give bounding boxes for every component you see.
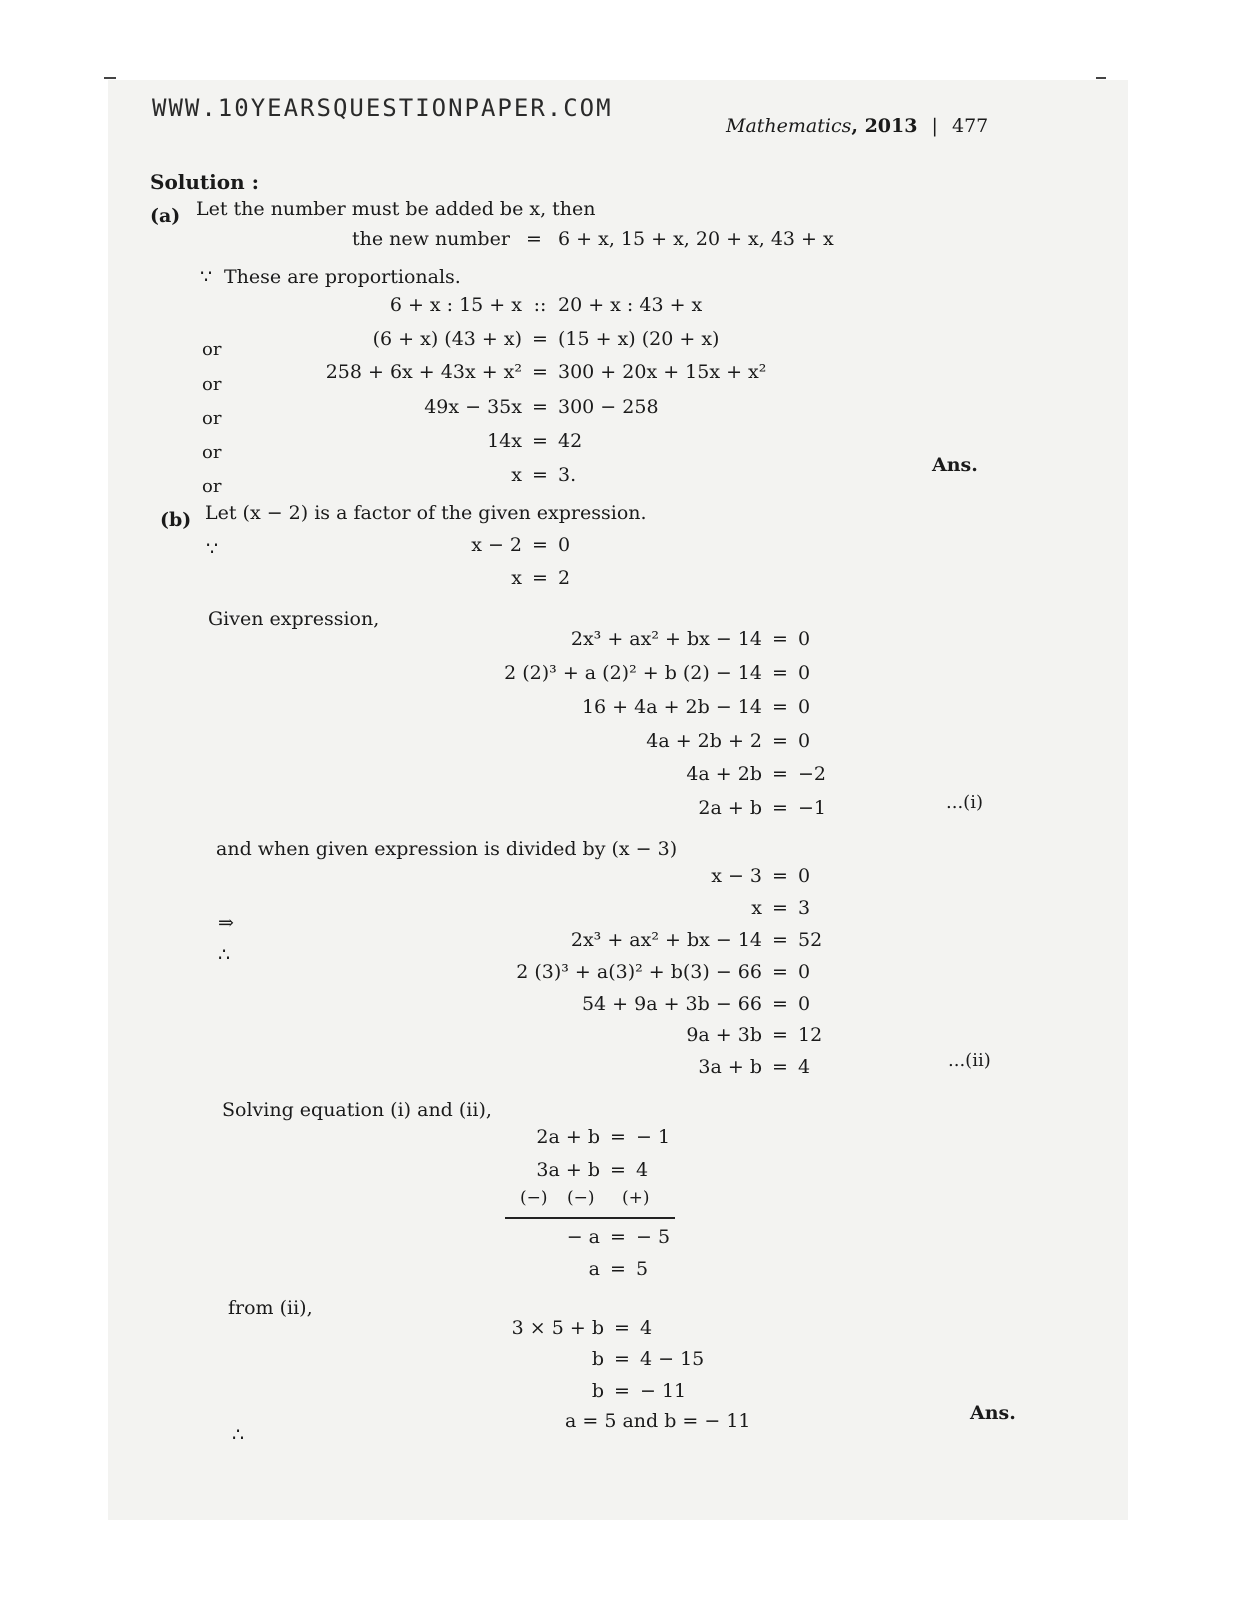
- header-separator: |: [931, 115, 938, 137]
- part-a-intro: Let the number must be added be x, then: [196, 198, 596, 220]
- equation-line: 3a + b = 4: [698, 1056, 811, 1078]
- given-text: Given expression,: [208, 608, 380, 630]
- part-a-label: (a): [150, 205, 181, 227]
- eq-lhs: the new number: [352, 228, 510, 250]
- equation-line: 2x³ + ax² + bx − 14 = 0: [570, 628, 811, 650]
- watermark: WWW.10YEARSQUESTIONPAPER.COM: [152, 94, 613, 122]
- equation-line: 4a + 2b + 2 = 0: [646, 730, 811, 752]
- equation-line: x = 3: [751, 897, 811, 919]
- equation-line: 2x³ + ax² + bx − 14 = 52: [570, 929, 823, 951]
- equation-line: 3 × 5 + b = 4: [511, 1317, 653, 1339]
- equation-line: 2 (3)³ + a(3)² + b(3) − 66 = 0: [516, 961, 811, 983]
- equation-line: 16 + 4a + 2b − 14 = 0: [581, 696, 811, 718]
- scan-mark: [104, 77, 116, 79]
- equation-line: 54 + 9a + 3b − 66 = 0: [581, 993, 811, 1015]
- page-number: 477: [951, 115, 989, 137]
- equation-line: 49x − 35x = 300 − 258: [424, 396, 659, 418]
- answer-marker: Ans.: [932, 454, 978, 476]
- equation-line: 258 + 6x + 43x + x² = 300 + 20x + 15x + x²: [325, 361, 767, 383]
- equation-line: 2a + b = − 1: [536, 1126, 671, 1148]
- solving-text: Solving equation (i) and (ii),: [222, 1099, 492, 1121]
- equation-line: − a = − 5: [566, 1226, 671, 1248]
- sign-change: (−): [520, 1188, 548, 1208]
- or-connector: or: [202, 374, 222, 395]
- from-text: from (ii),: [228, 1297, 313, 1319]
- or-connector: or: [202, 476, 222, 497]
- equation-line: (6 + x) (43 + x) = (15 + x) (20 + x): [372, 328, 720, 350]
- year: , 2013: [851, 115, 918, 137]
- part-b-intro: Let (x − 2) is a factor of the given expression.: [205, 502, 647, 524]
- scan-mark: [1096, 77, 1106, 79]
- equation-line: x = 3.: [511, 464, 577, 486]
- subtraction-rule: [505, 1217, 675, 1219]
- therefore-symbol: ∴: [232, 1424, 245, 1446]
- answer-marker: Ans.: [970, 1402, 1016, 1424]
- equation-line: 4a + 2b = −2: [686, 763, 827, 785]
- proportional-text: These are proportionals.: [224, 266, 461, 288]
- equation-reference: ...(i): [946, 792, 983, 813]
- equation-line: x = 2: [511, 567, 571, 589]
- equation-line: b = 4 − 15: [591, 1348, 705, 1370]
- equation-line: 3a + b = 4: [536, 1159, 649, 1181]
- equation-line: 14x = 42: [487, 430, 583, 452]
- equation-reference: ...(ii): [948, 1050, 991, 1071]
- divided-text: and when given expression is divided by (x − 3): [216, 838, 678, 860]
- final-answer: a = 5 and b = − 11: [565, 1410, 751, 1432]
- sign-change: (+): [622, 1188, 650, 1208]
- running-header: [726, 115, 988, 137]
- part-b-label: (b): [160, 509, 192, 531]
- implies-symbol: ⇒: [218, 912, 234, 934]
- new-number-line: the new number = 6 + x, 15 + x, 20 + x, 43 + x: [352, 228, 834, 250]
- or-connector: or: [202, 408, 222, 429]
- equation-line: a = 5: [588, 1258, 649, 1280]
- therefore-symbol: ∴: [218, 944, 231, 966]
- eq-rhs: 6 + x, 15 + x, 20 + x, 43 + x: [558, 228, 834, 250]
- equation-line: x − 2 = 0: [471, 534, 571, 556]
- equation-line: 2a + b = −1: [698, 797, 827, 819]
- equation-line: b = − 11: [591, 1380, 687, 1402]
- sign-change: (−): [567, 1188, 595, 1208]
- because-symbol: ∵: [206, 538, 219, 560]
- or-connector: or: [202, 339, 222, 360]
- equation-line: 6 + x : 15 + x :: 20 + x : 43 + x: [389, 294, 703, 316]
- solution-title: Solution :: [150, 170, 259, 194]
- because-symbol: ∵: [200, 266, 213, 288]
- or-connector: or: [202, 442, 222, 463]
- equation-line: 9a + 3b = 12: [686, 1024, 823, 1046]
- subject-name: Mathematics: [726, 115, 852, 137]
- equation-line: x − 3 = 0: [711, 865, 811, 887]
- equation-line: 2 (2)³ + a (2)² + b (2) − 14 = 0: [504, 662, 811, 684]
